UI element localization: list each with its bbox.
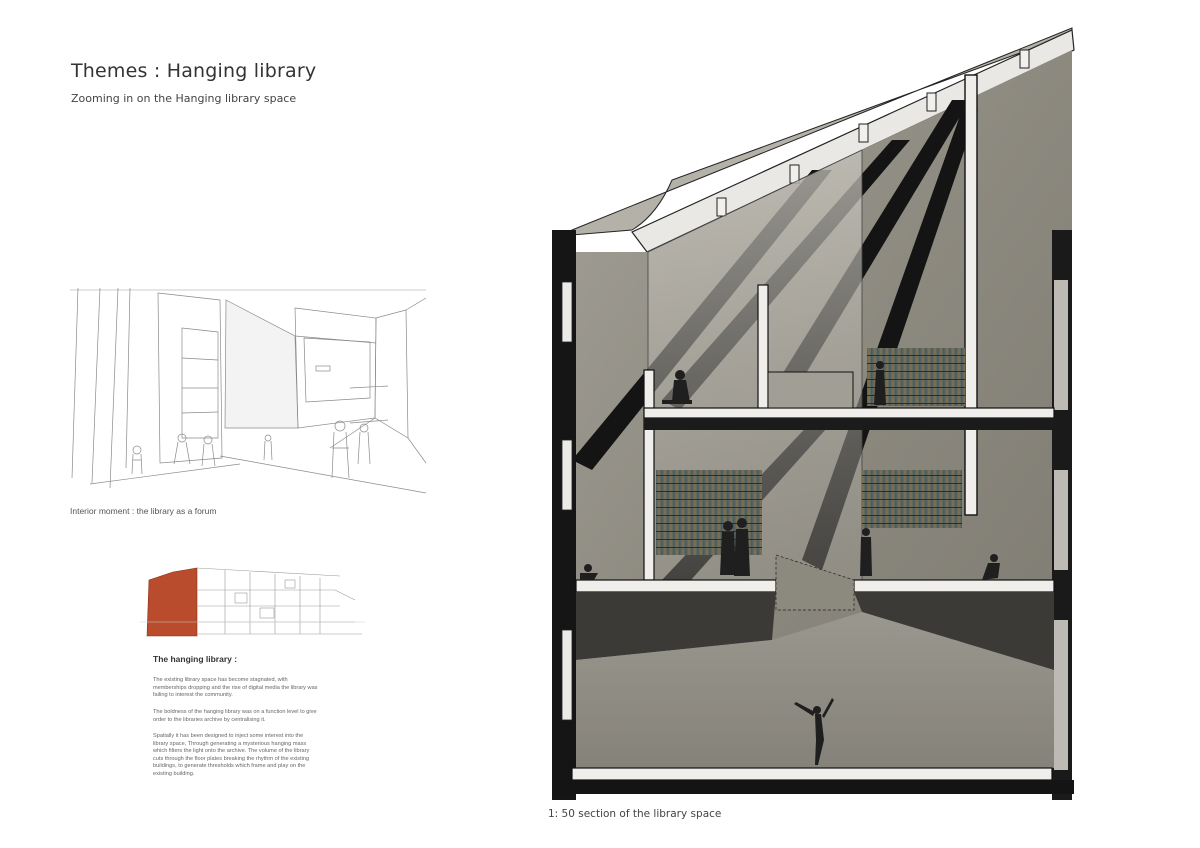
page-subtitle: Zooming in on the Hanging library space xyxy=(71,92,297,105)
section-drawing xyxy=(532,20,1082,805)
description-paragraph: The boldness of the hanging library was on a function level to give order to the libraries archive by centralising it. xyxy=(153,709,317,723)
interior-sketch xyxy=(70,288,426,500)
description-paragraph: The existing library space has become stagnated, with memberships dropping and the rise of digital media the library was failing to interest the community. xyxy=(153,677,318,698)
middle-floor-slab xyxy=(576,580,776,592)
upper-floor-slab xyxy=(644,408,1054,418)
key-plan-section xyxy=(140,560,365,640)
middle-floor-slab xyxy=(854,580,1054,592)
interior-sketch-caption: Interior moment : the library as a forum xyxy=(70,506,217,516)
section-caption: 1: 50 section of the library space xyxy=(548,808,722,820)
key-plan-highlight xyxy=(147,568,197,636)
ground-floor-slab xyxy=(572,768,1052,780)
description-heading: The hanging library : xyxy=(153,654,238,664)
page-title: Themes : Hanging library xyxy=(71,60,317,82)
description-paragraph: Spatially it has been designed to inject some interest into the library space, Through generating a mysterious hanging mass which filters the light onto the archive. The volume of the library cuts through the floor plates breaking the rhythm of the existing buildings, to generate thresholds which frame and play on the existing building. xyxy=(153,733,310,777)
bookshelf xyxy=(862,470,962,528)
